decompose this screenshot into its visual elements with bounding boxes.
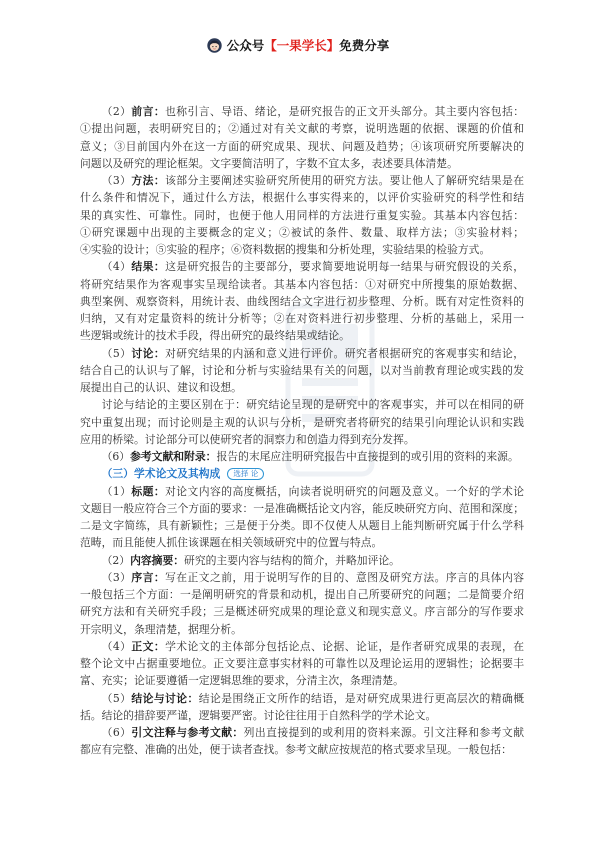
page-header	[0, 36, 596, 54]
item-label: 序言：	[131, 570, 166, 584]
paragraph-line: ④实验的设计；⑤实验的程序；⑥资料数据的搜集和分析处理，实验结果的检验方式。	[80, 243, 491, 256]
paragraph-line	[80, 690, 524, 707]
item-number: （2）	[101, 553, 131, 567]
line-text: 列出直接提到的或利用的资料来源。引文注释和参考文献	[243, 726, 525, 739]
paper-conclusion-paragraph	[80, 690, 524, 725]
result-paragraph	[80, 258, 524, 344]
paper-main-text-paragraph	[80, 638, 524, 690]
item-label: 结论与讨论：	[131, 691, 199, 705]
item-number: （5）	[101, 691, 132, 705]
paragraph-line: 究中重复出现；而讨论则是主观的认识与分析，是研究者将研究的结果引向理论认识和实践	[80, 415, 524, 429]
line-text: 报告的末尾应注明研究报告中直接提到的或引用的资料的来源。	[216, 450, 519, 463]
paragraph-line: 些逻辑或统计的技术手段，得出研究的最终结果或结论。	[80, 329, 350, 343]
paragraph-line: ①提出问题，表明研究目的；②通过对有关文献的考察，说明选题的依据、课题的价值和	[80, 122, 524, 136]
item-label: 参考文献和附录：	[130, 450, 217, 463]
paragraph-line	[80, 638, 524, 655]
paragraph-line: 果的真实性、可靠性。同时，也便于他人用同样的方法进行重复实验。其基本内容包括：	[80, 208, 524, 222]
paper-foreword-paragraph	[80, 569, 524, 638]
line-text: 对论文内容的高度概括，向读者说明研究的问题及意义。一个好的学术论	[165, 484, 525, 498]
paragraph-line: 开宗明义，条理清楚，据理分析。	[80, 622, 242, 636]
paragraph-line: 都应有完整、准确的出处，便于读者查找。参考文献应按规范的格式要求呈现。一般包括：	[80, 743, 512, 757]
paper-abstract-paragraph	[80, 552, 524, 569]
paragraph-line	[80, 172, 524, 189]
paragraph-line	[80, 258, 524, 275]
line-text: 学术论文的主体部分包括论点、论据、论证，是作者研究成果的表现，在	[165, 639, 525, 653]
paragraph-line	[80, 552, 524, 569]
header-prefix: 公众号	[226, 38, 265, 53]
item-number: （4）	[101, 639, 132, 653]
references-appendix-paragraph	[80, 448, 524, 465]
paragraph-line: 讨论与结论的主要区别在于：研究结论呈现的是研究中的客观事实，并可以在相同的研	[101, 398, 524, 412]
item-number: （3）	[101, 174, 132, 187]
item-label: 讨论：	[131, 346, 166, 360]
avatar-icon	[207, 38, 222, 53]
item-label: 前言：	[131, 105, 166, 118]
paragraph-line: 意义；③目前国内外在这一方面的研究成果、现状、问题及趋势；④该项研究所要解决的	[80, 139, 524, 153]
paragraph-line: 应用的桥梁。讨论部分可以使研究者的洞察力和创造力得到充分发挥。	[80, 432, 415, 446]
paragraph-line: ①研究课题中出现的主要概念的定义；②被试的条件、数量、取样方法；③实验材料；	[80, 225, 524, 239]
document-body	[80, 103, 524, 759]
paragraph-line: 研究方法和有关研究手段；三是概述研究成果的理论意义和现实意义。序言部分的写作要求	[80, 605, 524, 619]
paragraph-line	[80, 345, 524, 362]
paragraph-line: 典型案例、观察资料，用统计表、曲线图结合文字进行初步整理、分析。既有对定性资料的	[80, 294, 524, 308]
line-text: 也称引言、导语、绪论，是研究报告的正文开头部分。其主要内容包括：	[165, 105, 525, 118]
paragraph-line	[80, 569, 524, 586]
paragraph-line: 结合自己的认识与了解，讨论和分析与实验结果有关的问题，以对当前教育理论或实践的发	[80, 363, 524, 377]
paragraph-line: 富、充实；论证要遵循一定逻辑思维的要求，分清主次，条理清楚。	[80, 674, 404, 688]
exam-type-badge: 选择 论	[227, 468, 264, 480]
paragraph-line: 文题目一般应符合三个方面的要求：一是准确概括论文内容，能反映研究方向、范围和深度；	[80, 501, 524, 515]
item-label: 标题：	[131, 484, 166, 498]
line-text: 研究的主要内容与结构的简介，并略加评论。	[184, 553, 400, 567]
line-text: 这是研究报告的主要部分，要求简要地说明每一结果与研究假设的关系，	[165, 260, 525, 274]
line-text: 该部分主要阐述实验研究所使用的研究方法。要让他人了解研究结果是在	[165, 174, 525, 187]
paragraph-line: 范畴，而且能使人抓住该课题在相关领域研究中的位置与特点。	[80, 536, 383, 550]
header-highlight: 【一果学长】	[264, 38, 340, 53]
discussion-paragraph	[80, 345, 524, 397]
item-label: 正文：	[131, 639, 166, 653]
preface-paragraph	[80, 103, 524, 172]
item-label: 结果：	[131, 260, 166, 274]
method-paragraph	[80, 172, 524, 258]
item-number: （3）	[101, 570, 132, 584]
item-number: （2）	[101, 105, 132, 118]
paper-title-paragraph	[80, 483, 524, 552]
item-number: （1）	[101, 484, 132, 498]
paragraph-line: 问题以及研究的理论框架。文字要简洁明了，字数不宜太多，表述要具体清楚。	[80, 156, 458, 170]
section-heading	[80, 465, 524, 482]
item-label: 方法：	[131, 174, 166, 187]
paragraph-line: 一般包括三个方面：一是阐明研究的背景和动机，提出自己所要研究的问题；二是简要介绍	[80, 588, 524, 601]
paper-citations-paragraph	[80, 724, 524, 759]
paragraph-line	[80, 483, 524, 500]
item-label: 内容摘要：	[130, 553, 185, 567]
paragraph-line: 什么条件和情况下，通过什么方法，根据什么事实得来的，以评价实验研究的科学性和结	[80, 191, 524, 205]
paragraph-line: 归纳，又有对定量资料的统计分析等；②在对资料进行初步整理、分析的基础上，采用一	[80, 312, 524, 325]
paragraph-line	[80, 448, 524, 465]
section-title: （三）学术论文及其构成	[101, 467, 221, 481]
paragraph-line: 二是文字简练，具有新颖性；三是便于分类。即不仅使人从题目上能判断研究属于什么学科	[80, 519, 524, 532]
header-suffix: 免费分享	[339, 38, 390, 53]
line-text: 结论是围绕正文所作的结语，是对研究成果进行更高层次的精确概	[198, 691, 525, 705]
paragraph-line: 展提出自己的认识、建议和设想。	[80, 381, 242, 394]
paragraph-line	[80, 103, 524, 120]
paragraph-line: 将研究结果作为客观事实呈现给读者。其基本内容包括：①对研究中所搜集的原始数据、	[80, 277, 524, 291]
item-number: （4）	[101, 260, 132, 274]
discussion-conclusion-note	[80, 396, 524, 448]
line-text: 对研究结果的内涵和意义进行评价。研究者根据研究的客观事实和结论，	[165, 346, 525, 360]
item-number: （6）	[101, 450, 131, 463]
item-number: （6）	[101, 726, 132, 739]
item-number: （5）	[101, 346, 132, 360]
item-label: 引文注释与参考文献：	[131, 726, 244, 739]
line-text: 写在正文之前，用于说明写作的目的、意图及研究方法。序言的具体内容	[165, 570, 525, 584]
paragraph-line: 整个论文中占据重要地位。正文要注意事实材料的可靠性以及理论运用的逻辑性；论据要丰	[80, 657, 524, 670]
paragraph-line: 括。结论的措辞要严谨，逻辑要严密。讨论往往用于自然科学的学术论文。	[80, 708, 437, 722]
paragraph-line	[80, 724, 524, 741]
